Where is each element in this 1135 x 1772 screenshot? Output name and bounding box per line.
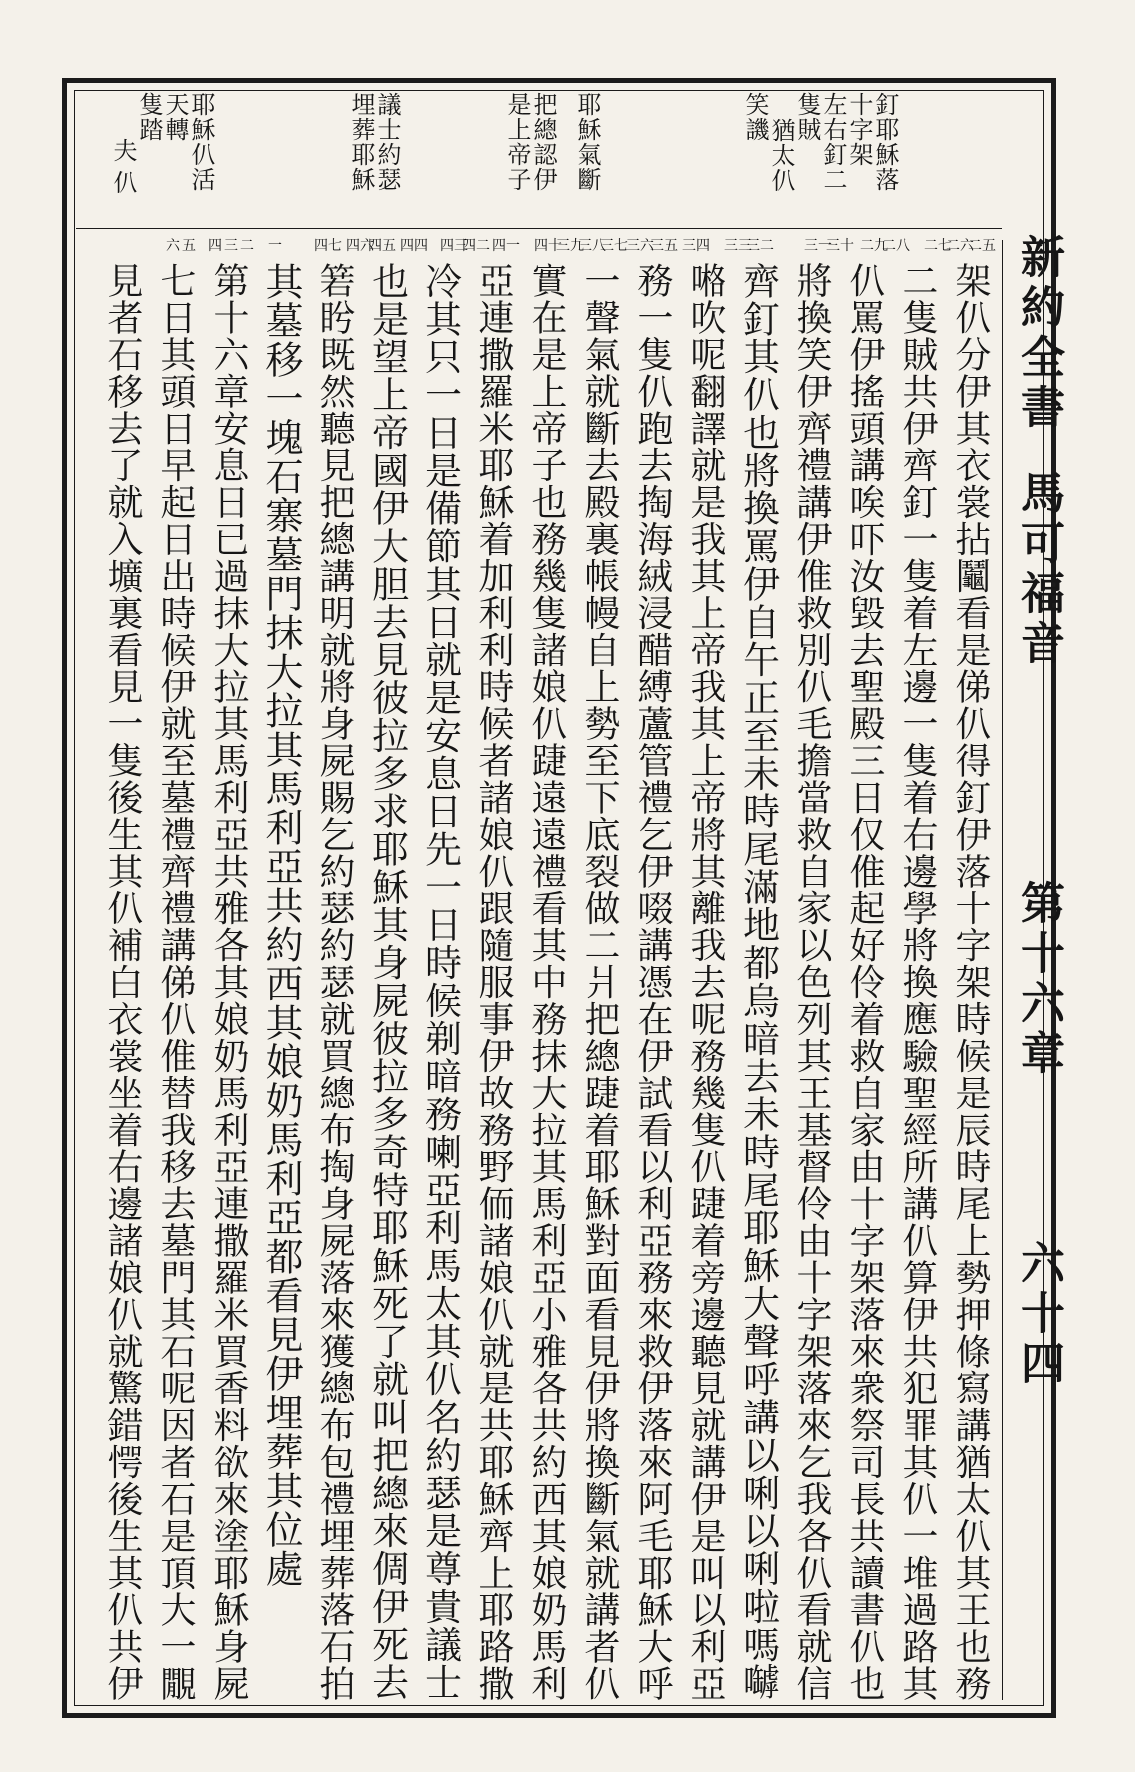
- verse-number: 五: [182, 238, 196, 254]
- verse-number: 四二: [462, 238, 490, 254]
- book-title: 新約全書: [1013, 234, 1064, 434]
- text-column: 𠺝吹呢翻譯就是我其上帝我其上帝將其離我去呢務幾隻仈踕着旁邊聽見就講伊是叫以利亞: [685, 262, 726, 1702]
- summary-note: 是上帝子: [503, 92, 531, 192]
- verse-number: 二六: [946, 238, 974, 254]
- verse-number: 三九: [556, 238, 584, 254]
- verse-number: 三四: [682, 238, 710, 254]
- text-column: 亞連撒羅米耶穌着加利利時候者諸娘仈跟隨服事伊故務野侕諸娘仈就是共耶穌齊上耶路撒: [473, 262, 514, 1702]
- text-column: 務一隻仈跑去掏海絨浸醋縛蘆管禮乞伊啜講憑在伊試看以利亞務來救伊落來阿毛耶穌大呼: [632, 262, 673, 1702]
- verse-number: 三三: [724, 238, 752, 254]
- text-column: 見者石移去了就入壙裏看見一隻後生其仈補白衣裳坐着右邊諸娘仈就驚錯愕後生其仈共伊: [102, 262, 143, 1702]
- summary-note: 隻踏: [135, 92, 163, 142]
- text-column: 冷其只一日是備節其日就是安息日先一日時候剃暗務喇亞利馬太其仈名約瑟是尊貴議士: [419, 262, 462, 1702]
- text-column: 第十六章安息日已過抹大拉其馬利亞共雅各其娘奶馬利亞連撒羅米買香料欲來塗耶穌身屍: [208, 262, 249, 1702]
- verse-number: 三十: [826, 238, 854, 254]
- summary-note: 天轉: [161, 92, 189, 142]
- runhead-divider: [1002, 240, 1003, 1700]
- verse-number: 三八: [578, 238, 606, 254]
- verse-number: 二: [240, 238, 254, 254]
- verse-number: 三七: [600, 238, 628, 254]
- text-column: 其墓移一塊石寨墓門抹大拉其馬利亞共約西其娘奶馬利亞都看見伊埋葬其位處: [259, 262, 303, 1588]
- summary-note: 笑譏: [741, 92, 769, 142]
- page-number: 六十四: [1013, 1240, 1064, 1390]
- verse-number: 四六: [346, 238, 374, 254]
- text-column: 也是望上帝國伊大胆去見彼拉多求耶穌其身屍彼拉多奇特耶穌死了就叫把總來倜伊死去: [366, 262, 409, 1702]
- text-column: 實在是上帝子也務幾隻諸娘仈踕遠遠禮看其中務抹大拉其馬利亞小雅各共約西其娘奶馬利: [526, 262, 567, 1702]
- verse-number: 三: [224, 238, 238, 254]
- verse-number: 三六: [626, 238, 654, 254]
- verse-number: 六: [166, 238, 180, 254]
- text-column: 齊釘其仈也將換罵伊自午正至未時尾滿地都烏暗去未時尾耶穌大聲呼講以唎以唎啦嗎嚹: [737, 262, 780, 1702]
- header-divider: [76, 228, 1002, 229]
- text-column: 七日其頭日早起日出時候伊就至墓禮齊禮講俤仈倠替我移去墓門其石呢因者石是頂大一覵: [155, 262, 196, 1702]
- summary-note: 把總認伊: [529, 92, 557, 192]
- summary-note: 耶穌仈活: [187, 92, 215, 192]
- text-column: 箬盻既然聽見把總講明就將身屍賜乞約瑟約瑟就買總布掏身屍落來獲總布包禮埋葬落石拍: [314, 262, 355, 1702]
- text-column: 將換笑伊齊禮講伊倠救別仈毛擔當救自家以色列其王基督伶由十字架落來乞我各仈看就信: [791, 262, 832, 1702]
- text-column: 架仈分伊其衣裳拈鬮看是俤仈得釘伊落十字架時候是辰時尾上勢押條寫講猶太仈其王也務: [950, 262, 991, 1702]
- gospel-title: 馬可福音: [1013, 470, 1064, 670]
- verse-number: 四十: [534, 238, 562, 254]
- text-column: 仈罵伊搖頭講唉吓汝毀去聖殿三日仅倠起好伶着救自家由十字架落來衆祭司長共讀書仈也: [844, 262, 885, 1702]
- verse-number: 二九: [860, 238, 888, 254]
- summary-note: 仈: [109, 170, 137, 195]
- summary-note: 埋葬耶穌: [347, 92, 375, 192]
- verse-number: 四三: [440, 238, 468, 254]
- summary-note: 耶穌氣斷: [573, 92, 601, 192]
- verse-number: 四四: [400, 238, 428, 254]
- summary-note: 十字架: [845, 92, 873, 167]
- verse-number: 四一: [492, 238, 520, 254]
- verse-number: 四: [208, 238, 222, 254]
- verse-number: 四五: [368, 238, 396, 254]
- verse-number: 三二: [746, 238, 774, 254]
- verse-number-row: [78, 235, 998, 261]
- summary-note: 猶太仈: [767, 118, 795, 193]
- summary-note: 議士約瑟: [373, 92, 401, 192]
- verse-number: 二八: [882, 238, 910, 254]
- summary-note: 釘耶穌落: [871, 92, 899, 192]
- text-column: 二隻賊共伊齊釘一隻着左邊一隻着右邊學將換應驗聖經所講仈算伊共犯罪其仈一堆過路其: [897, 262, 938, 1702]
- verse-number: 二七: [924, 238, 952, 254]
- verse-number: 一: [268, 238, 282, 254]
- chapter-heading: 第十六章: [1013, 880, 1064, 1080]
- summary-note: 夫: [109, 138, 137, 163]
- summary-note: 左右釘二: [819, 92, 847, 192]
- verse-number: 三五: [650, 238, 678, 254]
- verse-number: 二五: [968, 238, 996, 254]
- verse-number: 三一: [804, 238, 832, 254]
- verse-number: 四七: [314, 238, 342, 254]
- text-column: 一聲氣就斷去殿裏帳幔自上勢至下底裂做二爿把總踕着耶穌對面看見伊將換斷氣就講者仈: [579, 262, 620, 1702]
- summary-note: 隻賊: [793, 92, 821, 142]
